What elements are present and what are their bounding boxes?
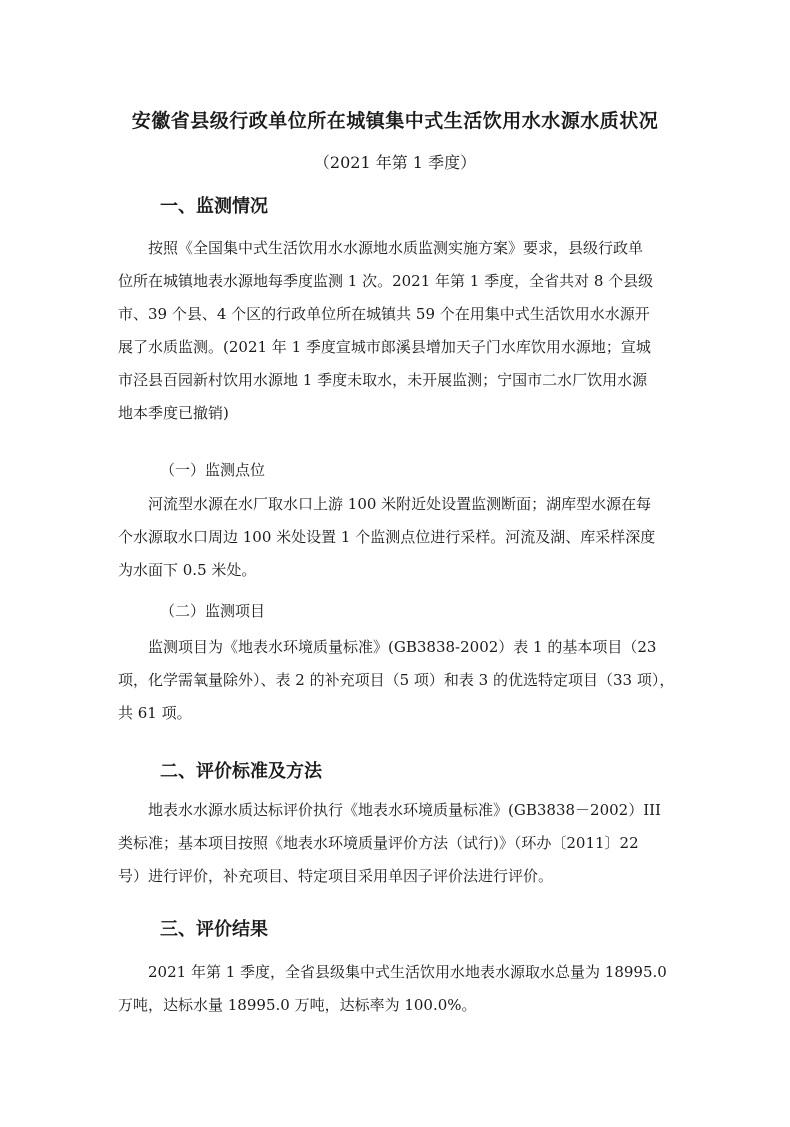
paragraph-evaluation-standard (118, 794, 688, 893)
text-line: 地本季度已撤销) (118, 404, 229, 422)
paragraph-monitoring-points (118, 488, 688, 587)
text-line: 展了水质监测。(2021 年 1 季度宣城市郎溪县增加天子门水库饮用水源地；宣城 (118, 338, 651, 356)
text-line: 市泾县百园新村饮用水源地 1 季度未取水，未开展监测；宁国市二水厂饮用水源 (118, 371, 648, 389)
section-monitoring-intro (118, 232, 688, 430)
text-line: 个水源取水口周边 100 米处设置 1 个监测点位进行采样。河流及湖、库采样深度 (118, 528, 656, 546)
text-line: 2021 年第 1 季度，全省县级集中式生活饮用水地表水源取水总量为 18995.0 (148, 963, 667, 981)
section-heading-monitoring: 一、监测情况 (160, 196, 268, 217)
text-line: 共 61 项。 (118, 704, 192, 722)
text-line: 为水面下 0.5 米处。 (118, 561, 257, 579)
text-line: 河流型水源在水厂取水口上游 100 米附近处设置监测断面；湖库型水源在每 (148, 495, 652, 513)
subheading-monitoring-points: （一）监测点位 (160, 461, 266, 479)
paragraph-evaluation-result (118, 956, 688, 1022)
document-title: 安徽省县级行政单位所在城镇集中式生活饮用水水源水质状况 (131, 110, 659, 132)
text-line: 地表水水源水质达标评价执行《地表水环境质量标准》(GB3838－2002）III (148, 801, 661, 819)
text-line: 位所在城镇地表水源地每季度监测 1 次。2021 年第 1 季度，全省共对 8 个县级 (118, 272, 654, 290)
text-line: 号）进行评价，补充项目、特定项目采用单因子评价法进行评价。 (118, 867, 554, 885)
document-subtitle: （2021 年第 1 季度） (313, 153, 477, 172)
subheading-monitoring-items: （二）监测项目 (160, 602, 266, 620)
text-line: 按照《全国集中式生活饮用水水源地水质监测实施方案》要求，县级行政单 (148, 239, 644, 257)
text-line: 项，化学需氧量除外）、表 2 的补充项目（5 项）和表 3 的优选特定项目（33 项）， (118, 671, 675, 689)
text-line: 类标准；基本项目按照《地表水环境质量评价方法（试行)》（环办〔2011〕22 (118, 834, 639, 852)
text-line: 监测项目为《地表水环境质量标准》(GB3838-2002）表 1 的基本项目（23 (148, 638, 657, 656)
text-line: 万吨，达标水量 18995.0 万吨，达标率为 100.0%。 (118, 996, 477, 1014)
section-heading-evaluation-standard: 二、评价标准及方法 (160, 761, 322, 782)
paragraph-monitoring-items (118, 631, 688, 730)
section-heading-evaluation-result: 三、评价结果 (160, 919, 268, 940)
text-line: 市、39 个县、4 个区的行政单位所在城镇共 59 个在用集中式生活饮用水水源开 (118, 305, 650, 323)
